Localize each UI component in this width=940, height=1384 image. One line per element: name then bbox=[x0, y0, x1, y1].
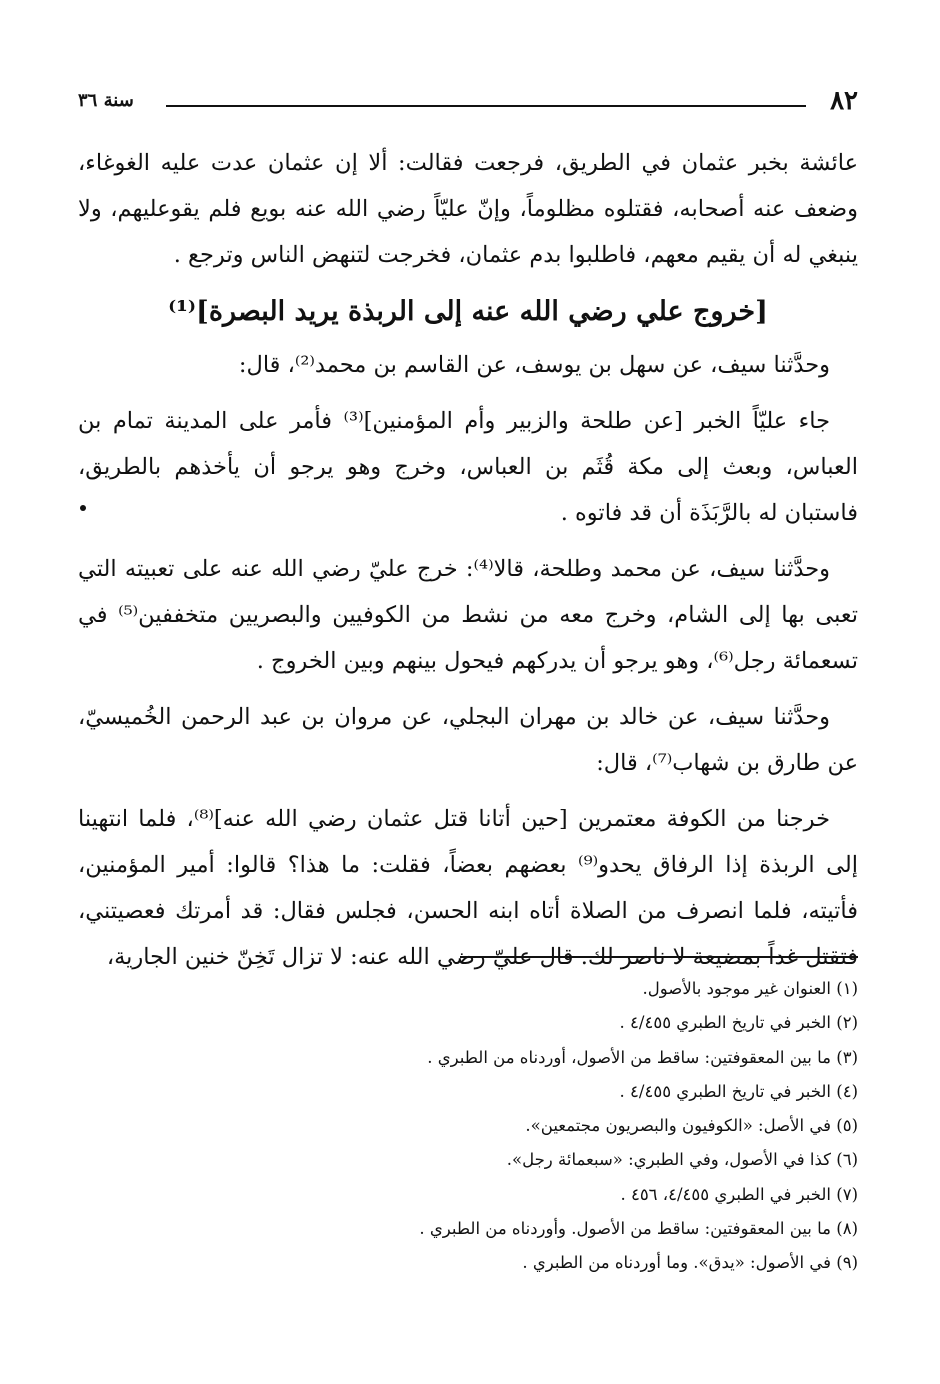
paragraph-isnad-2: وحدَّثنا سيف، عن محمد وطلحة، قالا⁽⁴⁾: خرج عليّ رضي الله عنه على تعبيته التي تعبى بها إلى الشام، وخرج معه من نشط من الكوفيين والبصريين متخففين⁽⁵⁾ في تسعمائة رجل⁽⁶⁾، وهو يرجو أن يدركهم فيحول بينهم وبين الخروج . bbox=[78, 556, 859, 674]
main-text bbox=[78, 140, 858, 990]
paragraph-isnad-3: وحدَّثنا سيف، عن خالد بن مهران البجلي، عن مروان بن عبد الرحمن الخُميسيّ، عن طارق بن شهاب⁽⁷⁾، قال: bbox=[78, 704, 858, 776]
footnote-1: (١) العنوان غير موجود بالأصول. bbox=[642, 979, 858, 998]
header-rule bbox=[166, 105, 806, 107]
footnote-3: (٣) ما بين المعقوفتين: ساقط من الأصول، أوردناه من الطبري . bbox=[427, 1047, 858, 1067]
footnotes bbox=[120, 972, 858, 1281]
page-number: ٨٢ bbox=[830, 86, 858, 116]
footnote-8: (٨) ما بين المعقوفتين: ساقط من الأصول. وأوردناه من الطبري . bbox=[419, 1219, 858, 1239]
paragraph-ali-news: جاء عليّاً الخبر [عن طلحة والزبير وأم المؤمنين]⁽³⁾ فأمر على المدينة تمام بن العباس، وبعث إلى مكة قُثَم بن العباس، وخرج وهو يرجو أن يأخذهم بالطريق، فاستبان له بالرَّبَذَة أن قد فاتوه . bbox=[78, 408, 858, 526]
footnote-7: (٧) الخبر في الطبري ٤/٤٥٥، ٤٥٦ . bbox=[620, 1184, 858, 1204]
paragraph-tariq: خرجنا من الكوفة معتمرين [حين أتانا قتل عثمان رضي الله عنه]⁽⁸⁾، فلما انتهينا إلى الربذة إذا الرفاق يحدو⁽⁹⁾ بعضهم بعضاً، فقلت: ما هذا؟ قالوا: أمير المؤمنين، فأتيته، فلما انصرف من الصلاة أتاه ابنه الحسن، فجلس فقال: قد أمرتك فعصيتني، فتقتل غداً بمضيعة لا ناصر لك. قال عليّ رضي الله عنه: لا تزال تَخِنّ خنين الجارية، bbox=[78, 806, 859, 970]
ink-dot bbox=[80, 505, 86, 511]
footnote-4: (٤) الخبر في تاريخ الطبري ٤/٤٥٥ . bbox=[619, 1081, 858, 1101]
page-header bbox=[78, 86, 858, 122]
footnote-9: (٩) في الأصول: «يدق». وما أوردناه من الطبري . bbox=[522, 1253, 858, 1273]
section-heading: [خروج علي رضي الله عنه إلى الربذة يريد البصرة]⁽¹⁾ bbox=[168, 296, 768, 327]
footnote-6: (٦) كذا في الأصول، وفي الطبري: «سبعمائة رجل». bbox=[506, 1150, 858, 1170]
paragraph-aisha: عائشة بخبر عثمان في الطريق، فرجعت فقالت: ألا إن عثمان عدت عليه الغوغاء، وضعف عنه أصحابه، فقتلوه مظلوماً، وإنّ عليّاً رضي الله عنه بويع فلم يقوعليهم، ولا ينبغي له أن يقيم معهم، فاطلبوا بدم عثمان، فخرجت لتنهض الناس وترجع . bbox=[78, 150, 858, 268]
running-title: سنة ٣٦ bbox=[78, 90, 134, 111]
footnote-separator bbox=[460, 956, 858, 958]
footnote-2: (٢) الخبر في تاريخ الطبري ٤/٤٥٥ . bbox=[619, 1013, 858, 1033]
footnote-5: (٥) في الأصل: «الكوفيون والبصريون مجتمعين». bbox=[525, 1116, 858, 1136]
paragraph-isnad-1: وحدَّثنا سيف، عن سهل بن يوسف، عن القاسم بن محمد⁽²⁾، قال: bbox=[238, 352, 830, 378]
